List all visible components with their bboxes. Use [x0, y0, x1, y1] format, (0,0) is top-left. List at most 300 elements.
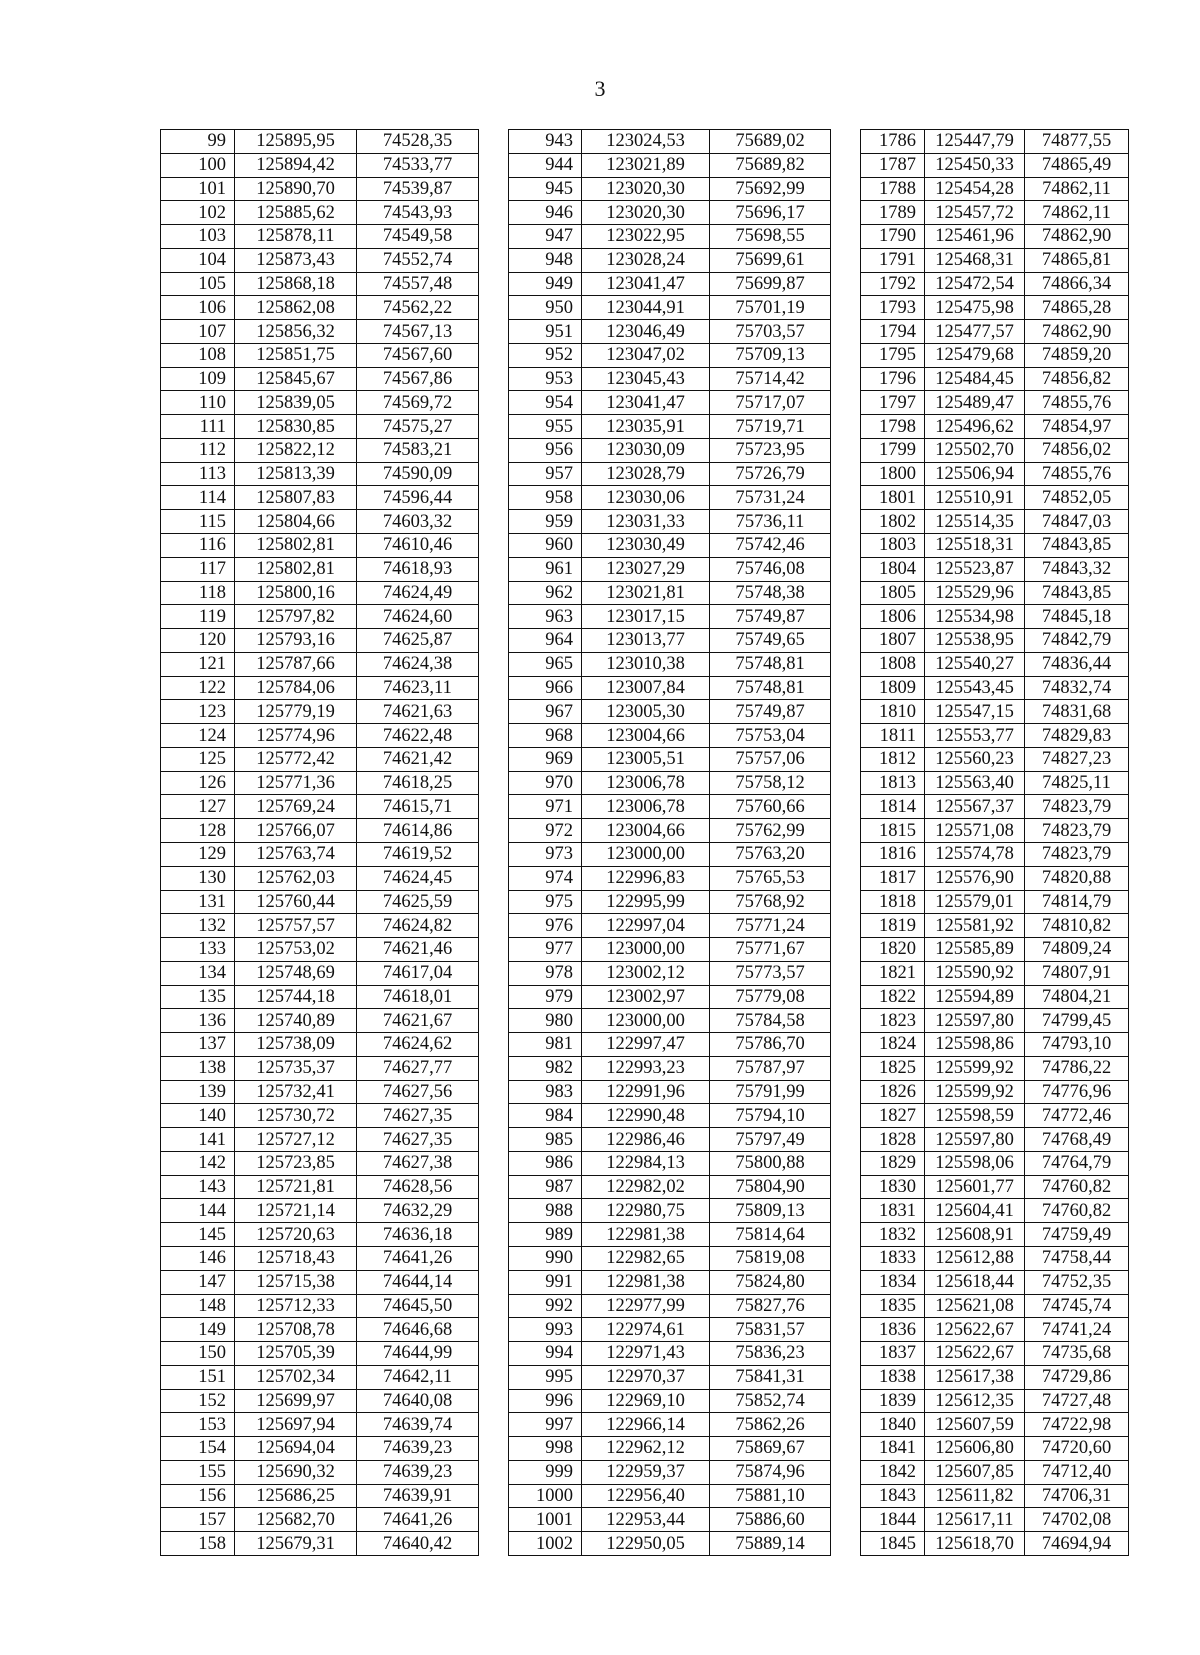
x-coordinate-a: 125802,81: [235, 534, 357, 558]
column-gap: [479, 1033, 509, 1057]
point-number-c: 1802: [861, 510, 925, 534]
column-gap: [831, 1223, 861, 1247]
column-gap: [831, 201, 861, 225]
point-number-b: 956: [509, 438, 582, 462]
y-coordinate-a: 74624,38: [357, 652, 479, 676]
point-number-b: 993: [509, 1318, 582, 1342]
x-coordinate-c: 125510,91: [925, 486, 1025, 510]
y-coordinate-a: 74627,35: [357, 1104, 479, 1128]
y-coordinate-a: 74624,45: [357, 866, 479, 890]
x-coordinate-a: 125784,06: [235, 676, 357, 700]
point-number-a: 150: [161, 1342, 235, 1366]
x-coordinate-b: 122981,38: [582, 1270, 710, 1294]
y-coordinate-a: 74642,11: [357, 1365, 479, 1389]
x-coordinate-a: 125797,82: [235, 605, 357, 629]
column-gap: [479, 1294, 509, 1318]
point-number-a: 107: [161, 320, 235, 344]
point-number-b: 963: [509, 605, 582, 629]
y-coordinate-a: 74583,21: [357, 438, 479, 462]
point-number-c: 1817: [861, 866, 925, 890]
x-coordinate-a: 125771,36: [235, 771, 357, 795]
point-number-b: 965: [509, 652, 582, 676]
x-coordinate-b: 123020,30: [582, 177, 710, 201]
column-gap: [479, 438, 509, 462]
x-coordinate-b: 123004,66: [582, 724, 710, 748]
x-coordinate-c: 125617,11: [925, 1508, 1025, 1532]
point-number-a: 114: [161, 486, 235, 510]
point-number-a: 135: [161, 985, 235, 1009]
x-coordinate-b: 123005,30: [582, 700, 710, 724]
y-coordinate-b: 75763,20: [710, 842, 831, 866]
table-row: [161, 914, 1129, 938]
y-coordinate-a: 74617,04: [357, 961, 479, 985]
y-coordinate-a: 74619,52: [357, 842, 479, 866]
column-gap: [479, 890, 509, 914]
y-coordinate-b: 75797,49: [710, 1128, 831, 1152]
x-coordinate-b: 122977,99: [582, 1294, 710, 1318]
y-coordinate-b: 75881,10: [710, 1484, 831, 1508]
x-coordinate-a: 125748,69: [235, 961, 357, 985]
point-number-c: 1789: [861, 201, 925, 225]
point-number-a: 119: [161, 605, 235, 629]
table-row: [161, 130, 1129, 154]
x-coordinate-c: 125571,08: [925, 819, 1025, 843]
x-coordinate-a: 125862,08: [235, 296, 357, 320]
y-coordinate-c: 74758,44: [1025, 1246, 1129, 1270]
column-gap: [831, 1151, 861, 1175]
y-coordinate-b: 75779,08: [710, 985, 831, 1009]
column-gap: [479, 1342, 509, 1366]
x-coordinate-a: 125702,34: [235, 1365, 357, 1389]
column-gap: [831, 652, 861, 676]
point-number-a: 112: [161, 438, 235, 462]
y-coordinate-a: 74567,13: [357, 320, 479, 344]
x-coordinate-c: 125601,77: [925, 1175, 1025, 1199]
y-coordinate-c: 74865,81: [1025, 248, 1129, 272]
column-gap: [479, 1484, 509, 1508]
x-coordinate-c: 125579,01: [925, 890, 1025, 914]
x-coordinate-c: 125599,92: [925, 1080, 1025, 1104]
y-coordinate-a: 74533,77: [357, 153, 479, 177]
column-gap: [479, 581, 509, 605]
column-gap: [831, 1246, 861, 1270]
x-coordinate-a: 125697,94: [235, 1413, 357, 1437]
column-gap: [831, 1080, 861, 1104]
y-coordinate-c: 74823,79: [1025, 795, 1129, 819]
column-gap: [831, 1175, 861, 1199]
x-coordinate-b: 123024,53: [582, 130, 710, 154]
x-coordinate-a: 125856,32: [235, 320, 357, 344]
table-row: [161, 1223, 1129, 1247]
y-coordinate-a: 74596,44: [357, 486, 479, 510]
y-coordinate-a: 74644,14: [357, 1270, 479, 1294]
y-coordinate-c: 74823,79: [1025, 842, 1129, 866]
y-coordinate-b: 75841,31: [710, 1365, 831, 1389]
point-number-b: 966: [509, 676, 582, 700]
x-coordinate-a: 125735,37: [235, 1056, 357, 1080]
column-gap: [831, 1318, 861, 1342]
table-row: [161, 1128, 1129, 1152]
y-coordinate-c: 74706,31: [1025, 1484, 1129, 1508]
column-gap: [831, 1294, 861, 1318]
x-coordinate-b: 123007,84: [582, 676, 710, 700]
table-row: [161, 438, 1129, 462]
column-gap: [479, 201, 509, 225]
x-coordinate-a: 125878,11: [235, 225, 357, 249]
x-coordinate-c: 125457,72: [925, 201, 1025, 225]
x-coordinate-c: 125461,96: [925, 225, 1025, 249]
y-coordinate-c: 74729,86: [1025, 1365, 1129, 1389]
point-number-b: 962: [509, 581, 582, 605]
column-gap: [479, 1389, 509, 1413]
y-coordinate-a: 74622,48: [357, 724, 479, 748]
x-coordinate-c: 125454,28: [925, 177, 1025, 201]
point-number-b: 969: [509, 747, 582, 771]
column-gap: [831, 1484, 861, 1508]
y-coordinate-c: 74735,68: [1025, 1342, 1129, 1366]
point-number-a: 102: [161, 201, 235, 225]
x-coordinate-a: 125800,16: [235, 581, 357, 605]
y-coordinate-a: 74621,67: [357, 1009, 479, 1033]
x-coordinate-a: 125762,03: [235, 866, 357, 890]
point-number-b: 996: [509, 1389, 582, 1413]
x-coordinate-b: 122993,23: [582, 1056, 710, 1080]
column-gap: [479, 1460, 509, 1484]
y-coordinate-b: 75731,24: [710, 486, 831, 510]
column-gap: [831, 153, 861, 177]
y-coordinate-a: 74567,60: [357, 343, 479, 367]
point-number-c: 1836: [861, 1318, 925, 1342]
x-coordinate-c: 125617,38: [925, 1365, 1025, 1389]
column-gap: [479, 842, 509, 866]
point-number-a: 106: [161, 296, 235, 320]
y-coordinate-b: 75726,79: [710, 462, 831, 486]
point-number-c: 1790: [861, 225, 925, 249]
x-coordinate-b: 123021,89: [582, 153, 710, 177]
point-number-b: 999: [509, 1460, 582, 1484]
y-coordinate-a: 74624,82: [357, 914, 479, 938]
table-row: [161, 1532, 1129, 1556]
x-coordinate-a: 125890,70: [235, 177, 357, 201]
y-coordinate-c: 74759,49: [1025, 1223, 1129, 1247]
y-coordinate-a: 74641,26: [357, 1508, 479, 1532]
column-gap: [831, 1199, 861, 1223]
y-coordinate-a: 74621,63: [357, 700, 479, 724]
point-number-b: 997: [509, 1413, 582, 1437]
point-number-c: 1827: [861, 1104, 925, 1128]
y-coordinate-b: 75889,14: [710, 1532, 831, 1556]
table-row: [161, 938, 1129, 962]
point-number-c: 1833: [861, 1246, 925, 1270]
y-coordinate-b: 75836,23: [710, 1342, 831, 1366]
point-number-c: 1811: [861, 724, 925, 748]
y-coordinate-b: 75824,80: [710, 1270, 831, 1294]
point-number-a: 113: [161, 462, 235, 486]
column-gap: [831, 961, 861, 985]
x-coordinate-a: 125694,04: [235, 1437, 357, 1461]
column-gap: [479, 272, 509, 296]
x-coordinate-b: 123028,79: [582, 462, 710, 486]
point-number-c: 1832: [861, 1223, 925, 1247]
x-coordinate-b: 122997,04: [582, 914, 710, 938]
point-number-c: 1815: [861, 819, 925, 843]
x-coordinate-c: 125598,06: [925, 1151, 1025, 1175]
column-gap: [831, 1437, 861, 1461]
y-coordinate-b: 75760,66: [710, 795, 831, 819]
column-gap: [831, 534, 861, 558]
point-number-c: 1830: [861, 1175, 925, 1199]
point-number-a: 125: [161, 747, 235, 771]
point-number-c: 1804: [861, 557, 925, 581]
x-coordinate-b: 123041,47: [582, 391, 710, 415]
point-number-c: 1826: [861, 1080, 925, 1104]
column-gap: [831, 581, 861, 605]
x-coordinate-b: 123013,77: [582, 629, 710, 653]
x-coordinate-c: 125585,89: [925, 938, 1025, 962]
point-number-b: 951: [509, 320, 582, 344]
column-gap: [479, 1437, 509, 1461]
y-coordinate-b: 75749,65: [710, 629, 831, 653]
y-coordinate-b: 75757,06: [710, 747, 831, 771]
table-row: [161, 1175, 1129, 1199]
column-gap: [831, 1104, 861, 1128]
column-gap: [831, 914, 861, 938]
y-coordinate-b: 75768,92: [710, 890, 831, 914]
column-gap: [831, 1508, 861, 1532]
point-number-c: 1818: [861, 890, 925, 914]
y-coordinate-c: 74764,79: [1025, 1151, 1129, 1175]
point-number-a: 109: [161, 367, 235, 391]
column-gap: [479, 510, 509, 534]
x-coordinate-b: 123005,51: [582, 747, 710, 771]
x-coordinate-a: 125682,70: [235, 1508, 357, 1532]
point-number-b: 971: [509, 795, 582, 819]
column-gap: [479, 1532, 509, 1556]
column-gap: [479, 130, 509, 154]
x-coordinate-a: 125720,63: [235, 1223, 357, 1247]
x-coordinate-c: 125484,45: [925, 367, 1025, 391]
point-number-b: 973: [509, 842, 582, 866]
y-coordinate-c: 74866,34: [1025, 272, 1129, 296]
point-number-a: 101: [161, 177, 235, 201]
y-coordinate-a: 74552,74: [357, 248, 479, 272]
point-number-a: 147: [161, 1270, 235, 1294]
x-coordinate-c: 125599,92: [925, 1056, 1025, 1080]
y-coordinate-b: 75787,97: [710, 1056, 831, 1080]
y-coordinate-b: 75748,38: [710, 581, 831, 605]
y-coordinate-a: 74543,93: [357, 201, 479, 225]
point-number-c: 1837: [861, 1342, 925, 1366]
point-number-b: 958: [509, 486, 582, 510]
column-gap: [831, 225, 861, 249]
x-coordinate-c: 125506,94: [925, 462, 1025, 486]
point-number-a: 136: [161, 1009, 235, 1033]
x-coordinate-b: 122970,37: [582, 1365, 710, 1389]
point-number-a: 103: [161, 225, 235, 249]
column-gap: [831, 1389, 861, 1413]
column-gap: [479, 1199, 509, 1223]
y-coordinate-a: 74621,42: [357, 747, 479, 771]
table-row: [161, 700, 1129, 724]
y-coordinate-a: 74640,08: [357, 1389, 479, 1413]
x-coordinate-a: 125744,18: [235, 985, 357, 1009]
column-gap: [479, 605, 509, 629]
table-row: [161, 225, 1129, 249]
column-gap: [831, 272, 861, 296]
column-gap: [831, 248, 861, 272]
column-gap: [479, 985, 509, 1009]
y-coordinate-c: 74720,60: [1025, 1437, 1129, 1461]
x-coordinate-c: 125553,77: [925, 724, 1025, 748]
y-coordinate-c: 74845,18: [1025, 605, 1129, 629]
point-number-c: 1786: [861, 130, 925, 154]
y-coordinate-b: 75852,74: [710, 1389, 831, 1413]
table-row: [161, 557, 1129, 581]
table-row: [161, 1508, 1129, 1532]
y-coordinate-c: 74855,76: [1025, 391, 1129, 415]
point-number-b: 975: [509, 890, 582, 914]
y-coordinate-a: 74623,11: [357, 676, 479, 700]
column-gap: [831, 462, 861, 486]
x-coordinate-c: 125607,85: [925, 1460, 1025, 1484]
table-row: [161, 795, 1129, 819]
column-gap: [479, 1151, 509, 1175]
x-coordinate-b: 123006,78: [582, 795, 710, 819]
column-gap: [831, 1009, 861, 1033]
point-number-c: 1844: [861, 1508, 925, 1532]
y-coordinate-a: 74575,27: [357, 415, 479, 439]
point-number-a: 121: [161, 652, 235, 676]
x-coordinate-c: 125472,54: [925, 272, 1025, 296]
point-number-c: 1829: [861, 1151, 925, 1175]
column-gap: [479, 961, 509, 985]
point-number-a: 149: [161, 1318, 235, 1342]
column-gap: [479, 1009, 509, 1033]
point-number-a: 118: [161, 581, 235, 605]
y-coordinate-b: 75698,55: [710, 225, 831, 249]
point-number-c: 1824: [861, 1033, 925, 1057]
column-gap: [831, 747, 861, 771]
x-coordinate-a: 125807,83: [235, 486, 357, 510]
x-coordinate-c: 125543,45: [925, 676, 1025, 700]
x-coordinate-a: 125730,72: [235, 1104, 357, 1128]
y-coordinate-b: 75719,71: [710, 415, 831, 439]
y-coordinate-a: 74618,01: [357, 985, 479, 1009]
column-gap: [479, 248, 509, 272]
x-coordinate-b: 122980,75: [582, 1199, 710, 1223]
column-gap: [479, 629, 509, 653]
point-number-b: 976: [509, 914, 582, 938]
y-coordinate-b: 75703,57: [710, 320, 831, 344]
table-row: [161, 842, 1129, 866]
y-coordinate-a: 74567,86: [357, 367, 479, 391]
column-gap: [479, 866, 509, 890]
point-number-c: 1803: [861, 534, 925, 558]
y-coordinate-b: 75692,99: [710, 177, 831, 201]
column-gap: [479, 1104, 509, 1128]
y-coordinate-a: 74557,48: [357, 272, 479, 296]
x-coordinate-a: 125793,16: [235, 629, 357, 653]
x-coordinate-a: 125772,42: [235, 747, 357, 771]
column-gap: [831, 1460, 861, 1484]
point-number-b: 955: [509, 415, 582, 439]
point-number-c: 1841: [861, 1437, 925, 1461]
x-coordinate-c: 125560,23: [925, 747, 1025, 771]
point-number-b: 1002: [509, 1532, 582, 1556]
y-coordinate-b: 75773,57: [710, 961, 831, 985]
column-gap: [479, 938, 509, 962]
column-gap: [479, 462, 509, 486]
y-coordinate-b: 75736,11: [710, 510, 831, 534]
y-coordinate-c: 74829,83: [1025, 724, 1129, 748]
y-coordinate-c: 74745,74: [1025, 1294, 1129, 1318]
x-coordinate-b: 122982,02: [582, 1175, 710, 1199]
table-row: [161, 153, 1129, 177]
x-coordinate-c: 125518,31: [925, 534, 1025, 558]
x-coordinate-a: 125787,66: [235, 652, 357, 676]
y-coordinate-a: 74639,91: [357, 1484, 479, 1508]
column-gap: [479, 1413, 509, 1437]
point-number-b: 983: [509, 1080, 582, 1104]
point-number-a: 131: [161, 890, 235, 914]
point-number-a: 140: [161, 1104, 235, 1128]
point-number-b: 968: [509, 724, 582, 748]
table-row: [161, 1033, 1129, 1057]
x-coordinate-b: 123030,09: [582, 438, 710, 462]
table-row: [161, 1080, 1129, 1104]
table-row: [161, 296, 1129, 320]
x-coordinate-a: 125740,89: [235, 1009, 357, 1033]
point-number-b: 946: [509, 201, 582, 225]
x-coordinate-b: 122974,61: [582, 1318, 710, 1342]
point-number-b: 984: [509, 1104, 582, 1128]
x-coordinate-a: 125830,85: [235, 415, 357, 439]
y-coordinate-b: 75749,87: [710, 700, 831, 724]
x-coordinate-b: 122981,38: [582, 1223, 710, 1247]
table-row: [161, 1318, 1129, 1342]
point-number-c: 1796: [861, 367, 925, 391]
column-gap: [479, 819, 509, 843]
x-coordinate-c: 125576,90: [925, 866, 1025, 890]
column-gap: [479, 700, 509, 724]
point-number-c: 1799: [861, 438, 925, 462]
x-coordinate-b: 123045,43: [582, 367, 710, 391]
table-row: [161, 866, 1129, 890]
table-row: [161, 534, 1129, 558]
y-coordinate-c: 74856,82: [1025, 367, 1129, 391]
x-coordinate-b: 123000,00: [582, 842, 710, 866]
y-coordinate-c: 74836,44: [1025, 652, 1129, 676]
y-coordinate-c: 74859,20: [1025, 343, 1129, 367]
point-number-a: 115: [161, 510, 235, 534]
point-number-c: 1788: [861, 177, 925, 201]
column-gap: [831, 1342, 861, 1366]
point-number-c: 1800: [861, 462, 925, 486]
point-number-c: 1793: [861, 296, 925, 320]
x-coordinate-c: 125502,70: [925, 438, 1025, 462]
x-coordinate-b: 123027,29: [582, 557, 710, 581]
table-row: [161, 890, 1129, 914]
y-coordinate-b: 75794,10: [710, 1104, 831, 1128]
point-number-c: 1838: [861, 1365, 925, 1389]
x-coordinate-a: 125822,12: [235, 438, 357, 462]
y-coordinate-c: 74827,23: [1025, 747, 1129, 771]
y-coordinate-c: 74768,49: [1025, 1128, 1129, 1152]
y-coordinate-c: 74799,45: [1025, 1009, 1129, 1033]
point-number-b: 967: [509, 700, 582, 724]
x-coordinate-a: 125804,66: [235, 510, 357, 534]
y-coordinate-a: 74569,72: [357, 391, 479, 415]
